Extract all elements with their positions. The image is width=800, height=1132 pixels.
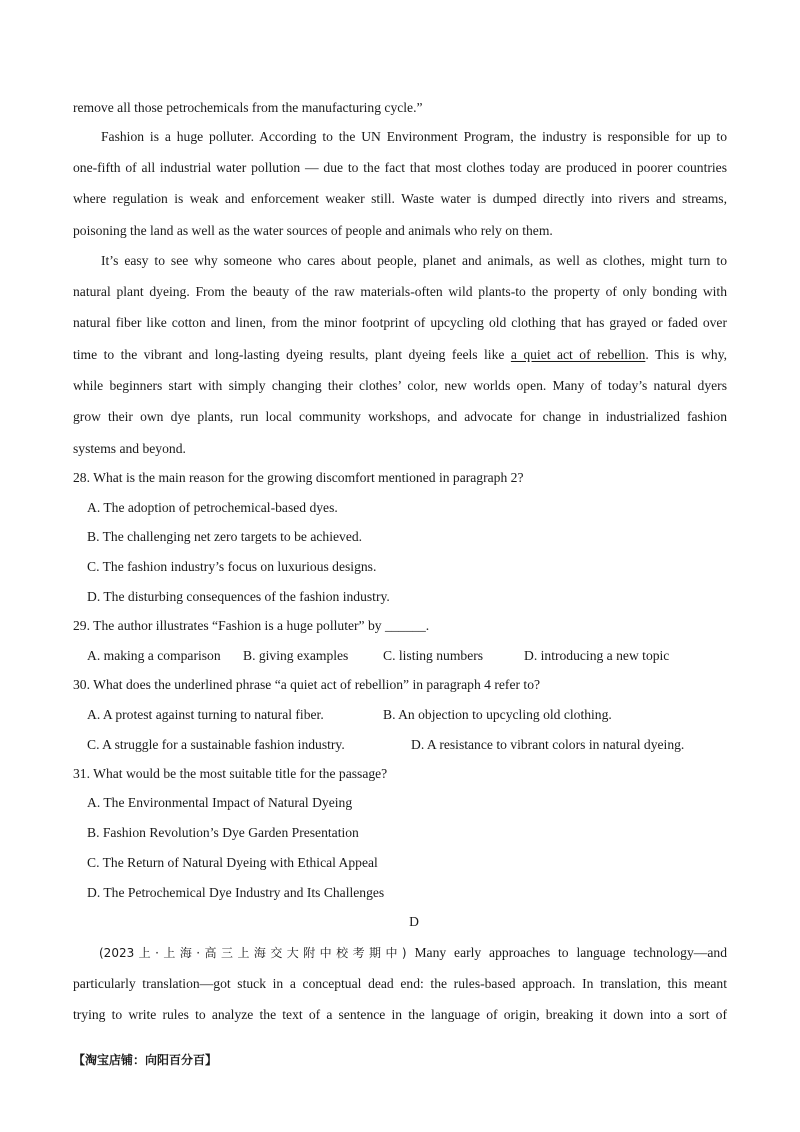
question-30-stem: 30. What does the underlined phrase “a quiet act of rebellion” in paragraph 4 refer to? bbox=[73, 677, 541, 692]
paragraph-4-line-1: It’s easy to see why someone who cares about people, planet and animals, as well as clothes, might turn to bbox=[101, 253, 727, 268]
paragraph-4-line-5: while beginners start with simply changing their clothes’ color, new worlds open. Many of today’s natural dyers bbox=[73, 378, 727, 393]
question-30-option-b: B. An objection to upcycling old clothing. bbox=[383, 707, 612, 722]
paragraph-4-line-4 bbox=[73, 346, 727, 364]
passage-d-line-1-text: Many early approaches to language technology—and bbox=[414, 945, 727, 960]
paragraph-4-text-after: . This is why, bbox=[645, 347, 728, 362]
question-28-stem: 28. What is the main reason for the growing discomfort mentioned in paragraph 2? bbox=[73, 470, 524, 485]
question-28-option-a: A. The adoption of petrochemical-based dyes. bbox=[87, 500, 338, 515]
question-31-option-a: A. The Environmental Impact of Natural Dyeing bbox=[87, 795, 353, 810]
underlined-phrase: a quiet act of rebellion bbox=[510, 347, 646, 362]
paragraph-4-line-3: natural fiber like cotton and linen, from the minor footprint of upcycling old clothing that has grayed or faded over bbox=[73, 315, 727, 330]
section-heading-d: D bbox=[409, 914, 419, 929]
question-31-option-d: D. The Petrochemical Dye Industry and Its Challenges bbox=[87, 885, 385, 900]
passage-d-line-1 bbox=[99, 944, 727, 962]
paragraph-tail: remove all those petrochemicals from the manufacturing cycle.” bbox=[73, 100, 423, 115]
page-footer: 【淘宝店铺：向阳百分百】 bbox=[73, 1053, 218, 1067]
question-29-option-a: A. making a comparison bbox=[87, 648, 221, 663]
question-30-option-c: C. A struggle for a sustainable fashion industry. bbox=[87, 737, 345, 752]
paragraph-4-line-2: natural plant dyeing. From the beauty of the raw materials-often wild plants-to the property of only bonding with bbox=[73, 284, 727, 299]
question-30-option-d: D. A resistance to vibrant colors in natural dyeing. bbox=[411, 737, 685, 752]
question-29-option-c: C. listing numbers bbox=[383, 648, 484, 663]
question-29-option-b: B. giving examples bbox=[243, 648, 349, 663]
question-28-option-c: C. The fashion industry’s focus on luxurious designs. bbox=[87, 559, 377, 574]
paragraph-3-line-2: one-fifth of all industrial water pollution — due to the fact that most clothes today are produced in poorer countries bbox=[73, 160, 727, 175]
question-29-option-d: D. introducing a new topic bbox=[524, 648, 670, 663]
paragraph-3-line-1: Fashion is a huge polluter. According to the UN Environment Program, the industry is responsible for up to bbox=[101, 129, 727, 144]
paragraph-4-line-6: grow their own dye plants, run local community workshops, and advocate for change in industrialized fashion bbox=[73, 409, 727, 424]
question-28-option-b: B. The challenging net zero targets to be achieved. bbox=[87, 529, 363, 544]
question-29-stem: 29. The author illustrates “Fashion is a huge polluter” by ______. bbox=[73, 618, 430, 633]
passage-d-line-3: trying to write rules to analyze the text of a sentence in the language of origin, breaking it down into a sort of bbox=[73, 1007, 727, 1022]
passage-d-line-2: particularly translation—got stuck in a conceptual dead end: the rules-based approach. In translation, this meant bbox=[73, 976, 727, 991]
paragraph-3-line-4: poisoning the land as well as the water sources of people and animals who rely on them. bbox=[73, 223, 553, 238]
question-30-option-a: A. A protest against turning to natural fiber. bbox=[87, 707, 324, 722]
paragraph-4-text-before: time to the vibrant and long-lasting dyeing results, plant dyeing feels like bbox=[73, 347, 511, 362]
question-28-option-d: D. The disturbing consequences of the fashion industry. bbox=[87, 589, 390, 604]
question-31-stem: 31. What would be the most suitable title for the passage? bbox=[73, 766, 388, 781]
source-citation: (2023上·上海·高三上海交大附中校考期中) bbox=[99, 946, 407, 960]
paragraph-4-line-7: systems and beyond. bbox=[73, 441, 186, 456]
paragraph-3-line-3: where regulation is weak and enforcement weaker still. Waste water is dumped directly into rivers and streams, bbox=[73, 191, 727, 206]
question-31-option-c: C. The Return of Natural Dyeing with Ethical Appeal bbox=[87, 855, 378, 870]
question-31-option-b: B. Fashion Revolution’s Dye Garden Presentation bbox=[87, 825, 359, 840]
